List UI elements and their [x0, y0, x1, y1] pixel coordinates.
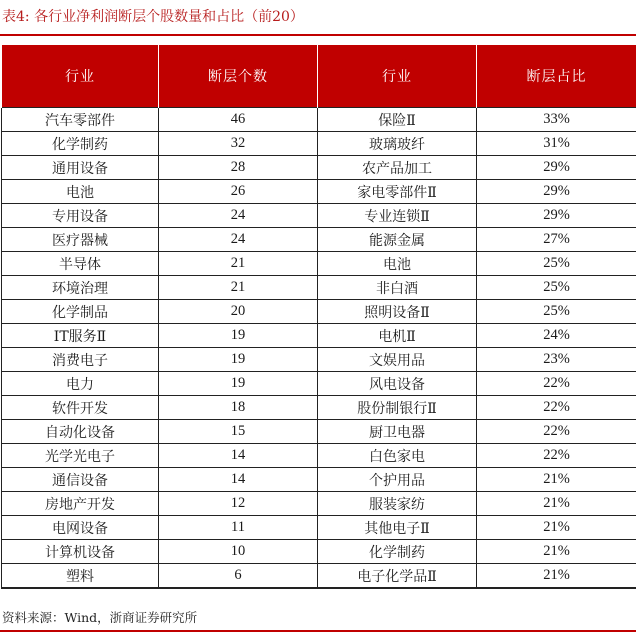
industry-by-count-cell: 自动化设备 [2, 420, 159, 444]
industry-by-count-cell: 光学光电子 [2, 444, 159, 468]
gap-count-cell: 10 [159, 540, 318, 564]
industry-by-count-cell: 半导体 [2, 252, 159, 276]
industry-by-ratio-cell: 厨卫电器 [318, 420, 477, 444]
table-body [2, 108, 636, 589]
gap-count-cell: 19 [159, 372, 318, 396]
industry-by-count-cell: 电力 [2, 372, 159, 396]
gap-ratio-cell: 25% [477, 252, 636, 276]
industry-by-ratio-cell: 玻璃玻纤 [318, 132, 477, 156]
gap-count-cell: 12 [159, 492, 318, 516]
gap-ratio-cell: 29% [477, 156, 636, 180]
industry-by-ratio-cell: 保险Ⅱ [318, 108, 477, 132]
industry-by-count-cell: 环境治理 [2, 276, 159, 300]
industry-by-count-cell: 医疗器械 [2, 228, 159, 252]
header-industry-right: 行业 [318, 45, 477, 108]
industry-by-count-cell: 化学制品 [2, 300, 159, 324]
industry-by-ratio-cell: 电机Ⅱ [318, 324, 477, 348]
gap-count-cell: 18 [159, 396, 318, 420]
table-header-row [2, 45, 636, 108]
gap-count-cell: 6 [159, 564, 318, 589]
gap-ratio-cell: 27% [477, 228, 636, 252]
gap-count-cell: 24 [159, 228, 318, 252]
industry-by-count-cell: 房地产开发 [2, 492, 159, 516]
table-title: 表4: 各行业净利润断层个股数量和占比（前20） [2, 9, 304, 25]
gap-count-cell: 14 [159, 444, 318, 468]
table-row [2, 324, 636, 348]
table-row [2, 276, 636, 300]
table-row [2, 180, 636, 204]
gap-ratio-cell: 22% [477, 372, 636, 396]
header-gap-ratio: 断层占比 [477, 45, 636, 108]
industry-by-count-cell: 计算机设备 [2, 540, 159, 564]
gap-ratio-cell: 31% [477, 132, 636, 156]
gap-count-cell: 32 [159, 132, 318, 156]
table-row [2, 540, 636, 564]
source-note: 资料来源：Wind，浙商证券研究所 [2, 610, 198, 625]
gap-count-cell: 28 [159, 156, 318, 180]
industry-by-ratio-cell: 照明设备Ⅱ [318, 300, 477, 324]
table-row [2, 228, 636, 252]
industry-by-ratio-cell: 家电零部件Ⅱ [318, 180, 477, 204]
industry-by-ratio-cell: 专业连锁Ⅱ [318, 204, 477, 228]
gap-count-cell: 19 [159, 324, 318, 348]
gap-count-cell: 21 [159, 252, 318, 276]
header-gap-count: 断层个数 [159, 45, 318, 108]
gap-count-cell: 14 [159, 468, 318, 492]
industry-by-count-cell: IT服务Ⅱ [2, 324, 159, 348]
industry-by-count-cell: 通用设备 [2, 156, 159, 180]
industry-by-ratio-cell: 风电设备 [318, 372, 477, 396]
industry-by-ratio-cell: 个护用品 [318, 468, 477, 492]
table-row [2, 444, 636, 468]
industry-by-count-cell: 专用设备 [2, 204, 159, 228]
industry-by-ratio-cell: 化学制药 [318, 540, 477, 564]
industry-by-ratio-cell: 农产品加工 [318, 156, 477, 180]
gap-count-cell: 20 [159, 300, 318, 324]
gap-count-cell: 26 [159, 180, 318, 204]
footer-divider [0, 630, 636, 632]
industry-by-ratio-cell: 能源金属 [318, 228, 477, 252]
table-row [2, 564, 636, 589]
industry-by-ratio-cell: 白色家电 [318, 444, 477, 468]
industry-by-count-cell: 化学制药 [2, 132, 159, 156]
gap-ratio-cell: 21% [477, 492, 636, 516]
table-row [2, 252, 636, 276]
industry-by-ratio-cell: 电池 [318, 252, 477, 276]
gap-count-cell: 21 [159, 276, 318, 300]
gap-ratio-cell: 21% [477, 468, 636, 492]
industry-by-count-cell: 消费电子 [2, 348, 159, 372]
industry-by-ratio-cell: 非白酒 [318, 276, 477, 300]
gap-ratio-cell: 22% [477, 444, 636, 468]
gap-count-cell: 11 [159, 516, 318, 540]
gap-ratio-cell: 21% [477, 540, 636, 564]
table-row [2, 468, 636, 492]
gap-ratio-cell: 23% [477, 348, 636, 372]
table-row [2, 396, 636, 420]
industry-by-count-cell: 通信设备 [2, 468, 159, 492]
table-row [2, 204, 636, 228]
gap-ratio-cell: 29% [477, 204, 636, 228]
industry-by-ratio-cell: 其他电子Ⅱ [318, 516, 477, 540]
table-row [2, 372, 636, 396]
gap-ratio-cell: 22% [477, 396, 636, 420]
table-row [2, 132, 636, 156]
gap-ratio-cell: 25% [477, 276, 636, 300]
gap-ratio-cell: 21% [477, 564, 636, 589]
table-row [2, 492, 636, 516]
table-row [2, 108, 636, 132]
industry-gap-table [1, 45, 636, 589]
industry-by-count-cell: 电池 [2, 180, 159, 204]
table-row [2, 156, 636, 180]
gap-count-cell: 46 [159, 108, 318, 132]
industry-by-count-cell: 塑料 [2, 564, 159, 589]
title-divider [0, 34, 636, 36]
gap-ratio-cell: 21% [477, 516, 636, 540]
industry-by-count-cell: 汽车零部件 [2, 108, 159, 132]
gap-ratio-cell: 22% [477, 420, 636, 444]
gap-count-cell: 24 [159, 204, 318, 228]
gap-count-cell: 15 [159, 420, 318, 444]
industry-by-ratio-cell: 电子化学品Ⅱ [318, 564, 477, 589]
gap-ratio-cell: 24% [477, 324, 636, 348]
table-row [2, 348, 636, 372]
table-row [2, 420, 636, 444]
industry-by-ratio-cell: 股份制银行Ⅱ [318, 396, 477, 420]
industry-by-ratio-cell: 服装家纺 [318, 492, 477, 516]
gap-ratio-cell: 25% [477, 300, 636, 324]
header-industry-left: 行业 [2, 45, 159, 108]
gap-ratio-cell: 33% [477, 108, 636, 132]
table-row [2, 516, 636, 540]
industry-by-ratio-cell: 文娱用品 [318, 348, 477, 372]
industry-by-count-cell: 电网设备 [2, 516, 159, 540]
industry-by-count-cell: 软件开发 [2, 396, 159, 420]
gap-ratio-cell: 29% [477, 180, 636, 204]
table-row [2, 300, 636, 324]
gap-count-cell: 19 [159, 348, 318, 372]
